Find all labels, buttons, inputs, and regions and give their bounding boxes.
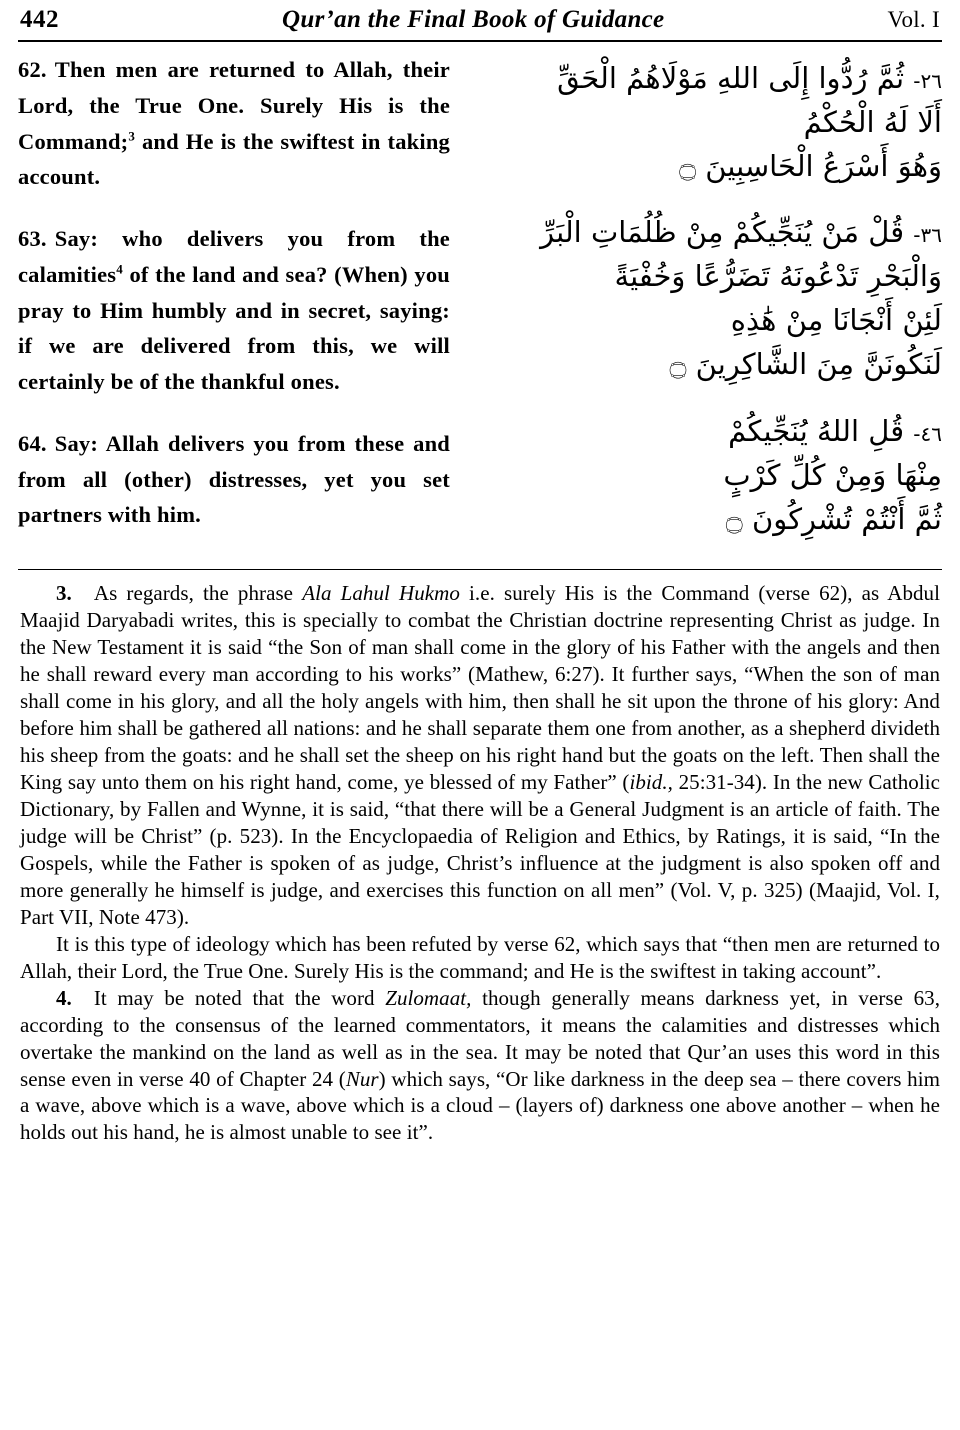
- arabic-line: [466, 100, 942, 144]
- arabic-line: [466, 342, 942, 386]
- verse-translation: [18, 52, 450, 195]
- arabic-line: [466, 409, 942, 453]
- footnote-text: It may be noted that the word: [93, 985, 386, 1010]
- footnote-paragraph: [20, 580, 940, 931]
- arabic-text: وَهُوَ أَسْرَعُ الْحَاسِبِينَ ۝: [679, 149, 942, 184]
- footnote-emphasis: Nur: [345, 1066, 379, 1091]
- verse-text: [18, 221, 450, 400]
- book-title: Qur’an the Final Book of Guidance: [282, 6, 665, 33]
- footnote-text: It is this type of ideology which has been refuted by verse 62, which says that “then men are returned to Allah, their Lord, the True One. Surely His is the command; and He is the swiftest in taking account”.: [20, 931, 940, 983]
- footnote-divider: [18, 569, 942, 570]
- arabic-line: [466, 56, 942, 100]
- footnote-marker: 4.: [56, 985, 72, 1010]
- arabic-column: [466, 52, 942, 563]
- verse-arabic: [466, 56, 942, 188]
- arabic-text: ثُمَّ أَنْتُمْ تُشْرِكُونَ ۝: [725, 501, 942, 536]
- verse-number: 62.: [18, 57, 47, 82]
- arabic-text: وَالْبَحْرِ تَدْعُونَهُ تَضَرُّعًا وَخُفْيَةً: [614, 259, 942, 294]
- page-header: [14, 0, 946, 38]
- footnote-marker: 3.: [56, 580, 72, 605]
- arabic-line: [466, 254, 942, 298]
- verse-arabic: [466, 409, 942, 541]
- footnote-text: 25:31-34). In the new Catholic Dictionary, by Fallen and Wynne, it is said, “that there will be a General Judgment is an article of faith. The judge will be Christ” (p. 523). In the Encyclopaedia of Religion and Ethics, by Ratings, it is said, “In the Gospels, while the Father is spoken of as judge, Christ’s influence at the judgment is also spoken off and more generally he himself is judge, and exercises this function on all men” (Vol. V, p. 325) (Maajid, Vol. I, Part VII, Note 473).: [20, 769, 940, 929]
- arabic-text: لَئِنْ أَنْجَانَا مِنْ هَٰذِهِ: [730, 303, 942, 338]
- verse-body: Say: Allah delivers you from these and from all (other) distresses, yet you set partners with him.: [18, 430, 450, 528]
- arabic-text: أَلَا لَهُ الْحُكْمُ: [803, 105, 942, 140]
- footnote-reference[interactable]: 3: [128, 128, 136, 144]
- footnote-text: ) which says, “Or like darkness in the deep sea – there covers him a wave, above which is a wave, above which is a cloud – (layers of) darkness one above another – when he holds out his hand, he is almost unable to see it”.: [20, 1066, 940, 1145]
- page-number: 442: [20, 6, 59, 33]
- verse-body: Say: who delivers you from the calamities: [18, 226, 450, 287]
- arabic-line: [466, 210, 942, 254]
- verse-text: [18, 426, 450, 533]
- verse-text: [18, 52, 450, 195]
- arabic-line: [466, 497, 942, 541]
- footnote-text: i.e. surely His is the Command (verse 62), as Abdul Maajid Daryabadi writes, this is specially to combat the Christian doctrine representing Christ as judge. In the New Testament it is said “the Son of man shall come in the glory of his Father with the angels and then he shall reward every man according to his works” (Mathew, 6:27). It further says, “When the son of man shall come in his glory, and all the holy angels with him, then shall he sit upon the throne of his glory: And before him shall be gathered all nations: and he shall separate them one from another, as a shepherd divideth his sheep from the goats: and he shall set the sheep on his right hand but the goats on the left. Then shall the King say unto them on his right hand, come, ye blessed of my Father” (: [20, 580, 940, 794]
- verse-body-continued: of the land and sea? (When) you pray to Him humbly and in secret, saying: if we are delivered from this, we will certainly be of the thankful ones.: [18, 261, 450, 395]
- footnote-reference[interactable]: 4: [116, 261, 123, 277]
- verse-body: Then men are returned to Allah, their Lord, the True One. Surely His is the Command;: [18, 57, 450, 154]
- footnote-emphasis: Ala Lahul Hukmo: [302, 580, 460, 605]
- footnote-paragraph: [20, 985, 940, 1147]
- arabic-text: لَنَكُونَنَّ مِنَ الشَّاكِرِينَ ۝: [669, 347, 942, 382]
- footnote-text: As regards, the phrase: [93, 580, 303, 605]
- arabic-text: ثُمَّ رُدُّوا إِلَى اللهِ مَوْلَاهُمُ الْحَقِّ: [557, 61, 905, 95]
- verse-translation: [18, 426, 450, 533]
- footnote-emphasis: ibid.,: [629, 769, 673, 794]
- footnotes-section: [14, 580, 946, 1147]
- footnote-text: though generally means darkness yet, in verse 63, according to the consensus of the learned commentators, it means the calamities and distresses which overtake the mankind on the land as well as in the sea. It may be noted that Qur’an uses this word in this sense even in verse 40 of Chapter 24 (: [20, 985, 940, 1091]
- arabic-line: [466, 298, 942, 342]
- verse-body-continued: and He is the swiftest in taking account.: [18, 128, 450, 190]
- footnote-emphasis: Zulomaat,: [385, 985, 472, 1010]
- verse-number: 63.: [18, 226, 47, 252]
- arabic-text: مِنْهَا وَمِنْ كُلِّ كَرْبٍ: [723, 457, 942, 492]
- verse-translation: [18, 221, 450, 400]
- translation-column: [18, 52, 450, 563]
- arabic-verse-number: ٦٤-: [913, 421, 942, 446]
- arabic-line: [466, 453, 942, 497]
- volume-label: Vol. I: [887, 7, 940, 32]
- verse-arabic: [466, 210, 942, 386]
- verse-area: [14, 42, 946, 563]
- arabic-verse-number: ٦٣-: [913, 223, 942, 248]
- footnote-paragraph: [20, 931, 940, 985]
- verse-number: 64.: [18, 430, 47, 456]
- arabic-line: [466, 144, 942, 188]
- arabic-text: قُلْ مَنْ يُنَجِّيكُمْ مِنْ ظُلُمَاتِ الْبَرِّ: [540, 215, 905, 250]
- arabic-text: قُلِ اللهُ يُنَجِّيكُمْ: [728, 413, 905, 448]
- arabic-verse-number: ٦٢-: [913, 69, 942, 93]
